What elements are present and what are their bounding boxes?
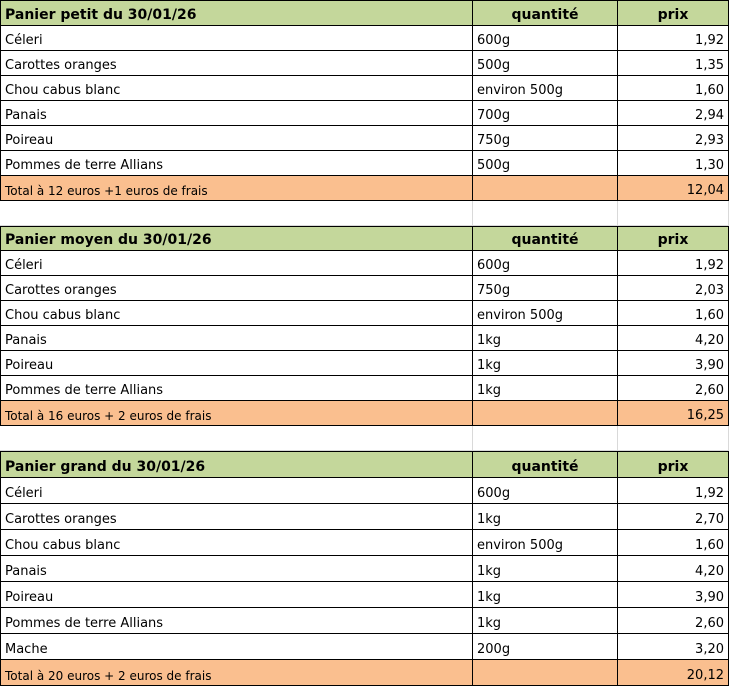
basket-header-row [0,226,729,251]
item-quantity-cell[interactable]: 1kg [473,376,618,401]
item-quantity-cell[interactable]: 200g [473,634,618,660]
total-empty-cell[interactable] [473,401,618,426]
item-name-cell[interactable]: Carottes oranges [0,504,473,530]
item-name-cell[interactable]: Pommes de terre Allians [0,151,473,176]
item-quantity-cell[interactable]: 750g [473,276,618,301]
empty-row [0,201,729,226]
table-row [0,301,729,326]
table-row [0,582,729,608]
basket-header-row [0,451,729,478]
item-quantity-cell[interactable]: 1kg [473,582,618,608]
table-row [0,376,729,401]
table-row [0,634,729,660]
item-price-cell[interactable]: 2,93 [618,126,729,151]
item-price-cell[interactable]: 1,92 [618,26,729,51]
quantity-header-cell[interactable]: quantité [473,451,618,478]
item-quantity-cell[interactable]: 700g [473,101,618,126]
item-quantity-cell[interactable]: 750g [473,126,618,151]
empty-cell[interactable] [473,426,618,451]
table-row [0,530,729,556]
item-quantity-cell[interactable]: 1kg [473,556,618,582]
item-name-cell[interactable]: Céleri [0,251,473,276]
item-price-cell[interactable]: 2,60 [618,376,729,401]
item-name-cell[interactable]: Carottes oranges [0,51,473,76]
total-empty-cell[interactable] [473,660,618,686]
item-quantity-cell[interactable]: environ 500g [473,76,618,101]
table-row [0,478,729,504]
total-label-cell[interactable]: Total à 20 euros + 2 euros de frais [0,660,473,686]
table-row [0,326,729,351]
item-price-cell[interactable]: 3,20 [618,634,729,660]
item-quantity-cell[interactable]: environ 500g [473,530,618,556]
item-price-cell[interactable]: 1,60 [618,76,729,101]
table-row [0,351,729,376]
item-price-cell[interactable]: 2,60 [618,608,729,634]
basket-header-row [0,0,729,26]
item-name-cell[interactable]: Pommes de terre Allians [0,376,473,401]
item-price-cell[interactable]: 3,90 [618,582,729,608]
table-row [0,126,729,151]
item-name-cell[interactable]: Poireau [0,126,473,151]
item-price-cell[interactable]: 2,94 [618,101,729,126]
item-name-cell[interactable]: Chou cabus blanc [0,301,473,326]
item-quantity-cell[interactable]: 500g [473,51,618,76]
item-name-cell[interactable]: Poireau [0,582,473,608]
item-name-cell[interactable]: Céleri [0,26,473,51]
item-quantity-cell[interactable]: 600g [473,478,618,504]
item-name-cell[interactable]: Mache [0,634,473,660]
item-quantity-cell[interactable]: 600g [473,251,618,276]
empty-row [0,426,729,451]
item-quantity-cell[interactable]: 1kg [473,326,618,351]
empty-cell[interactable] [618,201,729,226]
item-price-cell[interactable]: 4,20 [618,556,729,582]
item-price-cell[interactable]: 1,60 [618,301,729,326]
total-row [0,176,729,201]
total-value-cell[interactable]: 16,25 [618,401,729,426]
item-name-cell[interactable]: Panais [0,101,473,126]
total-label-cell[interactable]: Total à 16 euros + 2 euros de frais [0,401,473,426]
item-price-cell[interactable]: 1,35 [618,51,729,76]
item-name-cell[interactable]: Poireau [0,351,473,376]
quantity-header-cell[interactable]: quantité [473,0,618,26]
basket-title-cell[interactable]: Panier grand du 30/01/26 [0,451,473,478]
item-quantity-cell[interactable]: 600g [473,26,618,51]
item-quantity-cell[interactable]: 500g [473,151,618,176]
item-price-cell[interactable]: 2,03 [618,276,729,301]
price-header-cell[interactable]: prix [618,0,729,26]
total-row [0,660,729,686]
item-quantity-cell[interactable]: 1kg [473,351,618,376]
empty-cell[interactable] [618,426,729,451]
empty-cell[interactable] [473,201,618,226]
table-row [0,556,729,582]
item-quantity-cell[interactable]: environ 500g [473,301,618,326]
basket-title-cell[interactable]: Panier petit du 30/01/26 [0,0,473,26]
total-empty-cell[interactable] [473,176,618,201]
item-price-cell[interactable]: 3,90 [618,351,729,376]
price-header-cell[interactable]: prix [618,226,729,251]
item-price-cell[interactable]: 1,30 [618,151,729,176]
table-row [0,26,729,51]
item-name-cell[interactable]: Chou cabus blanc [0,76,473,101]
table-row [0,608,729,634]
table-row [0,504,729,530]
item-name-cell[interactable]: Panais [0,326,473,351]
item-name-cell[interactable]: Chou cabus blanc [0,530,473,556]
item-price-cell[interactable]: 1,60 [618,530,729,556]
empty-cell[interactable] [0,201,473,226]
item-name-cell[interactable]: Carottes oranges [0,276,473,301]
quantity-header-cell[interactable]: quantité [473,226,618,251]
item-price-cell[interactable]: 4,20 [618,326,729,351]
table-row [0,151,729,176]
table-row [0,101,729,126]
item-price-cell[interactable]: 1,92 [618,251,729,276]
item-quantity-cell[interactable]: 1kg [473,504,618,530]
item-name-cell[interactable]: Pommes de terre Allians [0,608,473,634]
total-row [0,401,729,426]
empty-cell[interactable] [0,426,473,451]
basket-title-cell[interactable]: Panier moyen du 30/01/26 [0,226,473,251]
total-value-cell[interactable]: 20,12 [618,660,729,686]
total-label-cell[interactable]: Total à 12 euros +1 euros de frais [0,176,473,201]
price-header-cell[interactable]: prix [618,451,729,478]
item-name-cell[interactable]: Panais [0,556,473,582]
item-price-cell[interactable]: 2,70 [618,504,729,530]
table-row [0,251,729,276]
item-name-cell[interactable]: Céleri [0,478,473,504]
item-price-cell[interactable]: 1,92 [618,478,729,504]
table-row [0,76,729,101]
table-row [0,51,729,76]
item-quantity-cell[interactable]: 1kg [473,608,618,634]
total-value-cell[interactable]: 12,04 [618,176,729,201]
table-row [0,276,729,301]
